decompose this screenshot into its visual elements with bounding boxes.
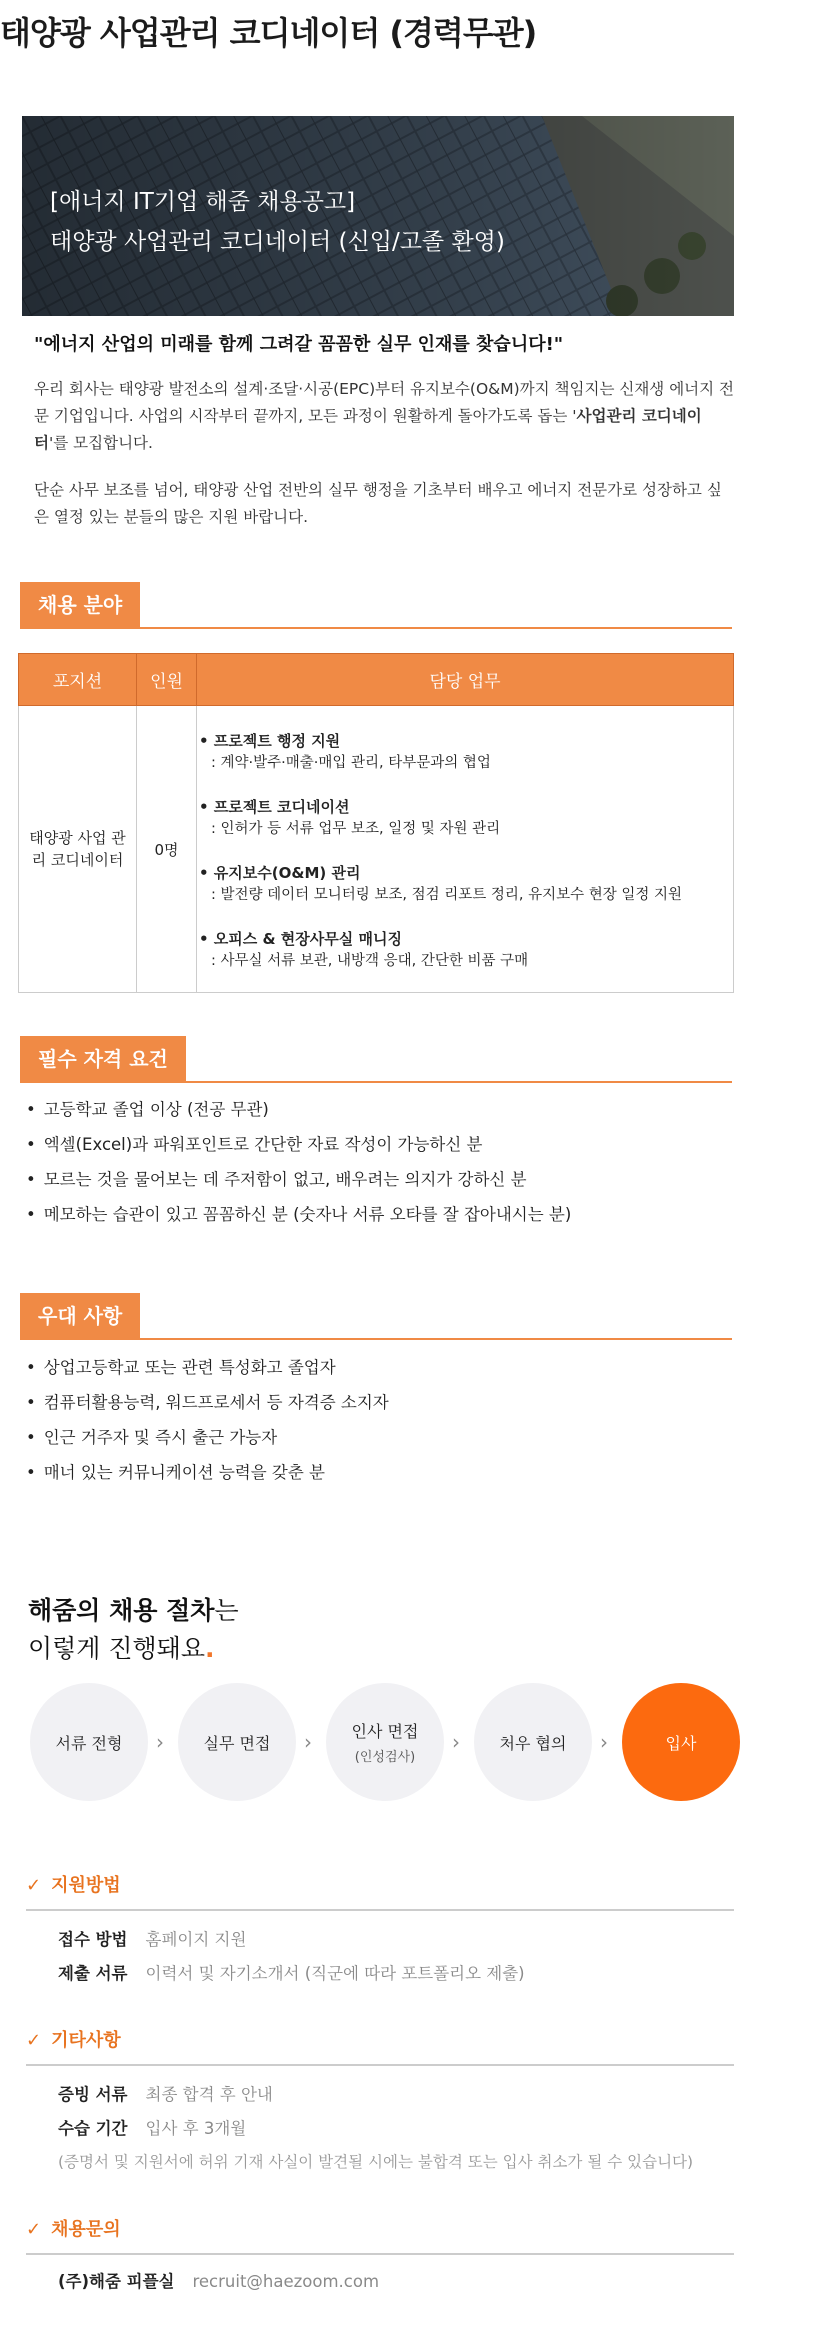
section-title-roles: 채용 분야: [20, 582, 140, 628]
contact-title: 채용문의: [51, 2219, 121, 2240]
header-duties: 담당 업무: [197, 654, 734, 706]
duty-item: [199, 730, 723, 774]
duty-title: • 오피스 & 현장사무실 매니징: [199, 930, 402, 948]
header-count: 인원: [137, 654, 197, 706]
info-row-required-documents: [58, 1960, 525, 1984]
process-step-offer-negotiation: [474, 1683, 592, 1801]
contact-heading: [26, 2215, 121, 2241]
section-title-preferred: 우대 사항: [20, 1293, 140, 1339]
chevron-right-icon: ›: [600, 1730, 608, 1754]
list-item: • 엑셀(Excel)과 파워포인트로 간단한 자료 작성이 가능하신 분: [26, 1127, 571, 1162]
section-title-required: 필수 자격 요건: [20, 1036, 186, 1082]
page-title: 태양광 사업관리 코디네이터 (경력무관): [0, 14, 537, 52]
header-position: 포지션: [19, 654, 137, 706]
table-header-row: [19, 654, 734, 706]
list-item: • 상업고등학교 또는 관련 특성화고 졸업자: [26, 1350, 389, 1385]
list-item: • 매너 있는 커뮤니케이션 능력을 갖춘 분: [26, 1455, 389, 1490]
step-label: 실무 면접: [203, 1733, 271, 1753]
step-sublabel: (인성검사): [354, 1750, 416, 1765]
list-item: • 인근 거주자 및 즉시 출근 가능자: [26, 1420, 389, 1455]
duty-description: : 발전량 데이터 모니터링 보조, 점검 리포트 정리, 유지보수 현장 일정 지원: [211, 887, 683, 903]
process-step-hr-interview: [326, 1683, 444, 1801]
check-icon: ✓: [26, 1875, 42, 1896]
step-label: 처우 협의: [499, 1733, 567, 1753]
hero-line-2: 태양광 사업관리 코디네이터 (신입/고졸 환영): [50, 229, 505, 255]
process-step-onboarding: [622, 1683, 740, 1801]
hero-line-1: [애너지 IT기업 해줌 채용공고]: [50, 189, 356, 215]
apply-method-title: 지원방법: [51, 1875, 121, 1896]
info-key: 접수 방법: [58, 1930, 128, 1949]
list-item: • 고등학교 졸업 이상 (전공 무관): [26, 1092, 571, 1127]
section-divider: [20, 1338, 732, 1340]
hero-text: [50, 182, 505, 262]
info-value: 이력서 및 자기소개서 (직군에 따라 포트폴리오 제출): [145, 1964, 525, 1983]
list-item: • 컴퓨터활용능력, 워드프로세서 등 자격증 소지자: [26, 1385, 389, 1420]
position-cell: 태양광 사업 관리 코디네이터: [19, 706, 137, 993]
process-heading-rest: 는: [214, 1596, 239, 1625]
intro-para1-tail: '를 모집합니다.: [48, 434, 153, 452]
chevron-right-icon: ›: [156, 1730, 164, 1754]
apply-method-heading: [26, 1871, 121, 1897]
info-row-submission-method: [58, 1926, 246, 1950]
intro-para1-highlight: 사업관리 코디네이터: [34, 407, 702, 452]
duty-item: [199, 928, 723, 972]
duty-description: : 사무실 서류 보관, 내방객 응대, 간단한 비품 구매: [211, 953, 529, 969]
chevron-right-icon: ›: [452, 1730, 460, 1754]
process-heading-line-2: 이렇게 진행돼요: [28, 1634, 205, 1663]
misc-heading: [26, 2026, 121, 2052]
duty-item: [199, 796, 723, 840]
table-row: [19, 706, 734, 993]
step-label: 서류 전형: [55, 1733, 123, 1753]
info-key: 제출 서류: [58, 1964, 128, 1983]
disclaimer-note: (증명서 및 지원서에 허위 기재 사실이 발견될 시에는 불합격 또는 입사 취소가 될 수 있습니다): [58, 2153, 694, 2171]
info-value: 입사 후 3개월: [145, 2119, 247, 2138]
check-icon: ✓: [26, 2030, 42, 2051]
list-item: • 모르는 것을 물어보는 데 주저함이 없고, 배우려는 의지가 강하신 분: [26, 1162, 571, 1197]
info-key: 수습 기간: [58, 2119, 128, 2138]
divider: [26, 1909, 734, 1911]
preferred-list: [26, 1350, 389, 1490]
contact-team: (주)해줌 피플실: [58, 2272, 175, 2291]
accent-dot: .: [205, 1634, 215, 1663]
chevron-right-icon: ›: [304, 1730, 312, 1754]
duties-cell: [197, 706, 734, 993]
duty-title: • 유지보수(O&M) 관리: [199, 864, 361, 882]
step-label: 입사: [665, 1733, 697, 1753]
list-item: • 메모하는 습관이 있고 꼼꼼하신 분 (숫자나 서류 오타를 잘 잡아내시는 분): [26, 1197, 571, 1232]
duty-title: • 프로젝트 코디네이션: [199, 798, 350, 816]
info-row-contact: [58, 2268, 379, 2292]
divider: [26, 2064, 734, 2066]
duty-description: : 계약·발주·매출·매입 관리, 타부문과의 협업: [211, 755, 491, 771]
info-key: 증빙 서류: [58, 2085, 128, 2104]
process-heading: [28, 1592, 239, 1668]
duty-description: : 인허가 등 서류 업무 보조, 일정 및 자원 관리: [211, 821, 501, 837]
roles-table: [18, 653, 734, 993]
step-label: 인사 면접: [351, 1722, 419, 1741]
process-heading-bold: 해줌의 채용 절차: [28, 1596, 215, 1625]
headcount-cell: 0명: [137, 706, 197, 993]
required-list: [26, 1092, 571, 1232]
info-row-probation: [58, 2115, 246, 2139]
section-divider: [20, 627, 732, 629]
intro-paragraph-1: [34, 376, 734, 457]
divider: [26, 2253, 734, 2255]
section-divider: [20, 1081, 732, 1083]
contact-email[interactable]: recruit@haezoom.com: [192, 2272, 380, 2291]
process-step-document-screening: [30, 1683, 148, 1801]
intro-para1-text: 우리 회사는 태양광 발전소의 설계·조달·시공(EPC)부터 유지보수(O&M)까지 책임지는 신재생 에너지 전문 기업입니다. 사업의 시작부터 끝까지, 모든 과정이 원활하게 돌아가도록 돕는 ': [34, 380, 735, 425]
check-icon: ✓: [26, 2219, 42, 2240]
intro-paragraph-2: 단순 사무 보조를 넘어, 태양광 산업 전반의 실무 행정을 기초부터 배우고 에너지 전문가로 성장하고 싶은 열정 있는 분들의 많은 지원 바랍니다.: [34, 481, 722, 526]
misc-title: 기타사항: [51, 2030, 121, 2051]
info-row-proof-documents: [58, 2081, 273, 2105]
intro-lead: "에너지 산업의 미래를 함께 그려갈 꼼꼼한 실무 인재를 찾습니다!": [34, 334, 564, 355]
duty-item: [199, 862, 723, 906]
process-step-practical-interview: [178, 1683, 296, 1801]
info-value: 최종 합격 후 안내: [145, 2085, 273, 2104]
hero-banner: [22, 116, 734, 316]
duty-title: • 프로젝트 행정 지원: [199, 732, 341, 750]
info-value: 홈페이지 지원: [145, 1930, 247, 1949]
